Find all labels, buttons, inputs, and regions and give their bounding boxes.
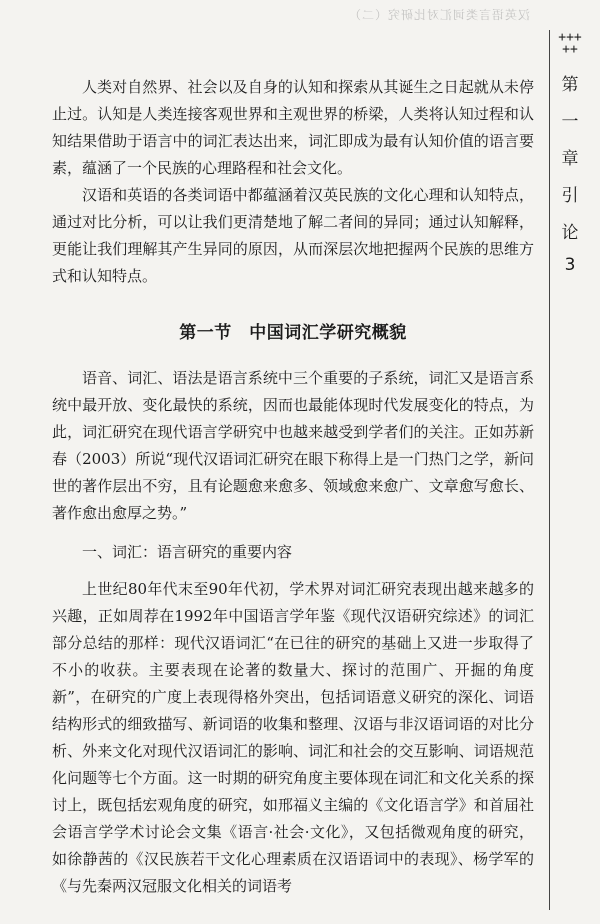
running-chapter-label xyxy=(558,70,582,287)
section-paragraph: 语音、词汇、语法是语言系统中三个重要的子系统，词汇又是语言系统中最开放、变化最快的系统，因而也最能体现时代发展变化的特点，为此，词汇研究在现代语言学研究中也越来越受到学者们的关注。正如苏新春（2003）所说“现代汉语词汇研究在眼下称得上是一门热门之学，新问世的著作层出不穷，且有论题愈来愈多、领域愈来愈广、文章愈写愈长、著作愈出愈厚之势。” xyxy=(52,369,534,522)
chapter-char: 一 xyxy=(561,112,579,132)
bleed-through-header: 汉英语言类词汇对比研究（二） xyxy=(347,8,530,22)
margin-marks xyxy=(556,32,584,56)
page-number: 3 xyxy=(564,255,576,275)
margin-mark-bottom: ++ xyxy=(562,42,578,57)
chapter-char: 章 xyxy=(561,149,579,169)
section-paragraph-2: 上世纪80年代末至90年代初，学术界对词汇研究表现出越来越多的兴趣，正如周荐在1992年中国语言学年鉴《现代汉语研究综述》的词汇部分总结的那样：现代汉语词汇“在已往的研究的基础上又进一步取得了不小的收获。主要表现在论著的数量大、探讨的范围广、开掘的角度新”，在研究的广度上表现得格外突出，包括词语意义研究的深化、词语结构形式的细致描写、新词语的收集和整理、汉语与非汉语词语的对比分析、外来文化对现代汉语词汇的影响、词汇和社会的交互影响、词语规范化问题等七个方面。这一时期的研究角度主要体现在词汇和文化关系的探讨上，既包括宏观角度的研究，如邢福义主编的《文化语言学》和首届社会语言学学术讨论会文集《语言·社会·文化》，又包括微观角度的研究，如徐静茜的《汉民族若干文化心理素质在汉语语词中的表现》、杨学军的《与先秦两汉冠服文化相关的词语考 xyxy=(52,580,534,895)
chapter-char: 论 xyxy=(561,223,579,243)
intro-paragraph-2: 汉语和英语的各类词语中都蕴涵着汉英民族的文化心理和认知特点，通过对比分析，可以让我们更清楚地了解二者间的异同；通过认知解释，更能让我们理解其产生异同的原因，从而深层次地把握两个民族的思维方式和认知特点。 xyxy=(52,186,534,285)
subheading: 一、词汇：语言研究的重要内容 xyxy=(82,543,293,561)
body-text xyxy=(52,74,534,900)
chapter-char: 引 xyxy=(561,186,579,206)
margin-mark-top: +++ xyxy=(558,30,582,45)
intro-paragraph-1: 人类对自然界、社会以及自身的认知和探索从其诞生之日起就从未停止过。认知是人类连接客观世界和主观世界的桥梁，人类将认知过程和认知结果借助于语言中的词汇表达出来，词汇即成为最有认知价值的语言要素，蕴涵了一个民族的心理路程和社会文化。 xyxy=(52,78,534,177)
margin-rule xyxy=(549,30,550,910)
chapter-char: 第 xyxy=(561,75,579,95)
section-title: 第一节 中国词汇学研究概貌 xyxy=(179,323,407,343)
